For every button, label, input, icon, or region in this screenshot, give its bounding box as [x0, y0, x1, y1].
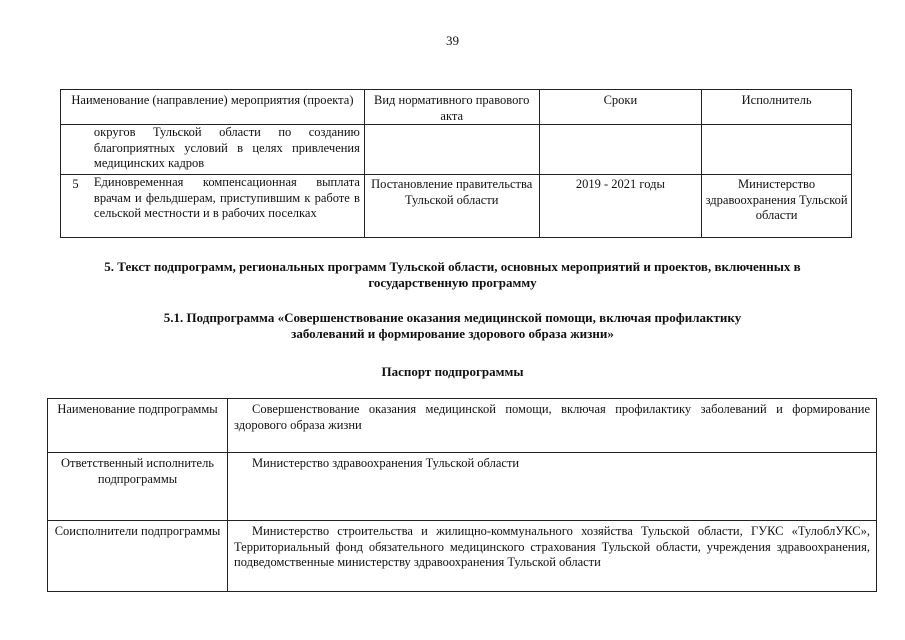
row-terms: 2019 - 2021 годы [539, 175, 702, 238]
table-row [61, 175, 852, 238]
subsection-heading: 5.1. Подпрограмма «Совершенствование оказания медицинской помощи, включая профилактику заболеваний и формирование здорового образа жизни» [163, 310, 742, 341]
passport-value-cell [228, 453, 877, 521]
row-terms [539, 125, 702, 175]
row-number: 5 [61, 175, 90, 238]
passport-label: Ответственный исполнитель подпрограммы [48, 453, 228, 521]
header-measure-name: Наименование (направление) мероприятия (проекта) [61, 90, 365, 125]
row-number [61, 125, 90, 175]
passport-row [48, 399, 877, 453]
row-act-type: Постановление правительства Тульской области [364, 175, 539, 238]
header-executor: Исполнитель [702, 90, 852, 125]
table-header-row [61, 90, 852, 125]
passport-label: Соисполнители подпрограммы [48, 521, 228, 592]
section-heading: 5. Текст подпрограмм, региональных программ Тульской области, основных мероприятий и проектов, включенных в государственную программу [104, 259, 801, 290]
passport-value-cell [228, 399, 877, 453]
passport-row [48, 453, 877, 521]
passport-value: Совершенствование оказания медицинской помощи, включая профилактику заболеваний и формирование здорового образа жизни [234, 402, 870, 432]
passport-label: Наименование подпрограммы [48, 399, 228, 453]
row-executor: Министерство здравоохранения Тульской области [702, 175, 852, 238]
passport-row [48, 521, 877, 592]
row-executor [702, 125, 852, 175]
passport-table [47, 398, 877, 592]
page-number: 39 [446, 33, 459, 48]
row-act-type [364, 125, 539, 175]
header-terms: Сроки [539, 90, 702, 125]
table-row [61, 125, 852, 175]
passport-heading: Паспорт подпрограммы [381, 364, 524, 379]
passport-value: Министерство строительства и жилищно-коммунального хозяйства Тульской области, ГУКС «ТулоблУКС», Территориальный фонд обязательного медицинского страхования Тульской области, учреждения здравоохранения, подведомственные министерству здравоохранения Тульской области [234, 524, 870, 569]
passport-value-cell [228, 521, 877, 592]
row-measure-name: Единовременная компенсационная выплата врачам и фельдшерам, приступившим к работе в сельской местности и в рабочих поселках [90, 175, 364, 238]
measures-table [60, 89, 852, 238]
passport-value: Министерство здравоохранения Тульской области [252, 456, 520, 470]
header-act-type: Вид нормативного правового акта [364, 90, 539, 125]
row-measure-name: округов Тульской области по созданию благоприятных условий в целях привлечения медицинских кадров [90, 125, 364, 175]
